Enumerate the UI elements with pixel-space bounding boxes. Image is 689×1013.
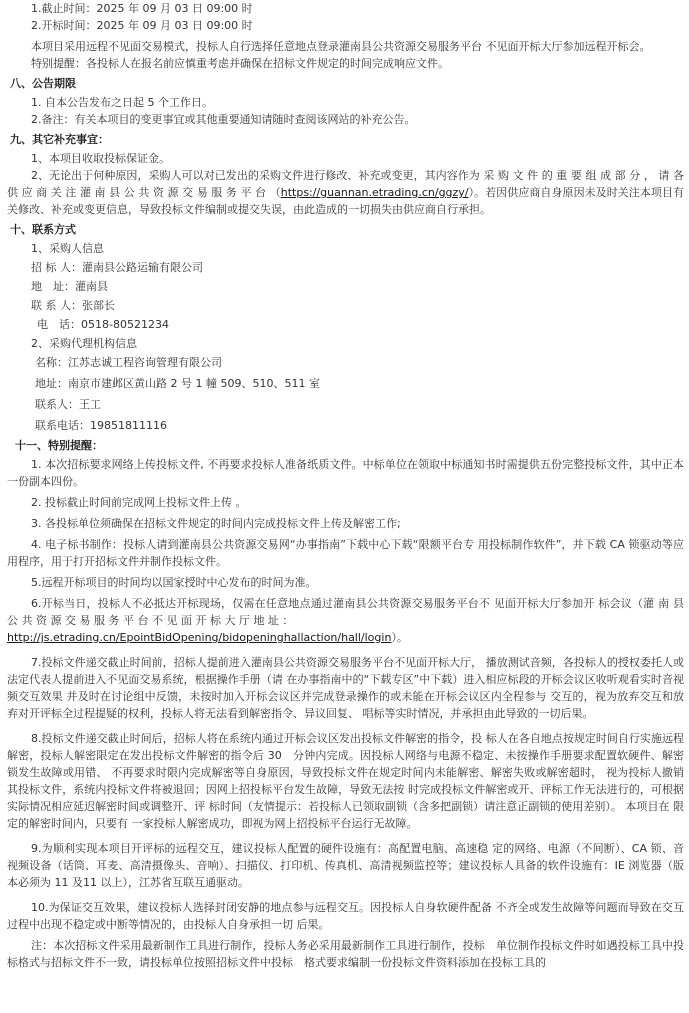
agent-info-heading: 2、采购代理机构信息 [31,337,137,350]
opening-time: 2.开标时间：2025 年 09 月 03 日 09:00 时 [31,19,253,32]
section-8-item-2: 2.备注：有关本项目的变更事宜或其他重要通知请随时查阅该网站的补充公告。 [31,113,416,126]
agent-phone: 联系电话：19851811116 [35,419,167,432]
bid-opening-hall-link[interactable]: http://js.etrading.cn/EpointBidOpening/bidopeninghallaction/hall/login [7,631,392,644]
reminder-4: 4. 电子标书制作：投标人请到灌南县公共资源交易网“办事指南”下载中心下载“限额平台专 用投标制作软件”，并下载 CA 锁驱动等应用程序，用于打开招标文件并制作投标文件。 [7,538,684,568]
agent-name: 名称：江苏志诚工程咨询管理有限公司 [35,356,222,369]
section-11-title: 十一、特别提醒： [15,439,103,452]
section-8-item-1: 1. 自本公告发布之日起 5 个工作日。 [31,96,213,109]
reminder-10: 10.为保证交互效果，建议投标人选择封闭安静的地点参与远程交互。因投标人自身软硬件配备 不齐全或发生故障等问题而导致在交互过程中出现不稳定或中断等情况的，由投标人自身承担一切 后果。 [7,901,684,931]
section-8-title: 八、公告期限 [10,77,76,90]
deadline-time: 1.截止时间：2025 年 09 月 03 日 09:00 时 [31,2,253,15]
section-9-title: 九、其它补充事宜： [10,133,109,146]
agent-contact: 联系人：王工 [35,398,101,411]
section-10-title: 十、联系方式 [10,223,76,236]
buyer-contact: 联 系 人：张部长 [31,299,115,312]
reminder-1: 1. 本次招标要求网络上传投标文件, 不再要求投标人准备纸质文件。中标单位在领取中标通知书时需提供五份完整投标文件，其中正本 一份副本四份。 [7,458,684,488]
tool-note: 注：本次招标文件采用最新制作工具进行制作，投标人务必采用最新制作工具进行制作，投标 单位制作投标文件时如遇投标工具中投标格式与招标文件不一致，请投标单位按照招标文件中投标 格式要求编制一份投标文件资料添加在投标工具的 [7,939,684,969]
section-9-item-1: 1、本项目收取投标保证金。 [31,152,170,165]
reminder-3: 3. 各投标单位须确保在招标文件规定的时间内完成投标文件上传及解密工作; [31,517,401,530]
reminder-8: 8.投标文件递交截止时间后，招标人将在系统内通过开标会议区发出投标文件解密的指令，投 标人在各自地点按规定时间自行实施远程解密，投标人解密限定在发出投标文件解密的指令后 30 分钟内完成。因投标人网络与电源不稳定、未按操作手册要求配置软硬件、解密锁发生故障或用错、 不再要求时限内完成解密等自身原因，导致投标文件在规定时间内未能解密、解密失败或解密超时， 视为投标人撤销其投标文件，系统内投标文件将被退回；因网上招投标平台发生故障，导致无法按 时完成投标文件解密或开、评标工作无法进行的，可根据实际情况相应延迟解密时间或调整开、评 标时间（友情提示：若投标人已领取副锁（含多把副锁）请注意正副锁的使用差别）。 本项目在 限定的解密时间内，只要有 一家投标人解密成功，即视为网上招投标平台运行无故障。 [7,732,684,830]
section-9-item-2: 2、无论出于何种原因，采购人可以对已发出的采购文件进行修改、补充或变更，其内容作为 采 购 文 件 的 重 要 组 成 部 分 ， 请 各 供 应 商 关 注 灌 南 县 公 共 资 源 交 易 服 务 平 台 （https://guannan.etrading.cn/ggzy/）。若因供应商自身原因未及时关注本项目有关修改、补充或变更信息，导致投标文件编制或提交失误，由此造成的一切损失由供应商自行承担。 [7,169,685,216]
special-reminder: 特别提醒：各投标人在报名前应慎重考虑并确保在招标文件规定的时间完成响应文件。 [31,57,449,70]
buyer-name: 招 标 人：灌南县公路运输有限公司 [31,261,203,274]
reminder-2: 2. 投标截止时间前完成网上投标文件上传 。 [31,496,247,509]
reminder-5: 5.远程开标项目的时间均以国家授时中心发布的时间为准。 [31,576,317,589]
buyer-phone: 电 话：0518-80521234 [37,318,169,331]
buyer-address: 地 址：灌南县 [31,280,108,293]
reminder-9: 9.为顺利实现本项目开评标的远程交互，建议投标人配置的硬件设施有：高配置电脑、高速稳 定的网络、电源（不间断）、CA 锁、音视频设备（话筒、耳麦、高清摄像头、音响）、扫描仪、打印机、传真机、高清视频监控等；建议投标人具备的软件设施有：IE 浏览器（版本必须为 11 及11 以上），江苏省互联互通驱动。 [7,842,684,889]
agent-address: 地址：南京市建邺区黄山路 2 号 1 幢 509、510、511 室 [35,377,320,390]
reminder-7: 7.投标文件递交截止时间前，招标人提前进入灌南县公共资源交易服务平台不见面开标大厅， 播放测试音频，各投标人的授权委托人或法定代表人提前进入不见面交易系统，根据操作手册（请 在办事指南中的“下载专区”中下载）进入相应标段的开标会议区收听观看实时音视频交互效果 并及时在讨论组中反馈，未按时加入开标会议区并完成登录操作的或未能在开标会议区内全程参与 交互的，视为放弃交互和放弃对开评标全过程提疑的权利，投标人将无法看到解密指令、异议回复、 唱标等实时情况，并承担由此导致的一切后果。 [7,656,684,720]
reminder-6: 6.开标当日，投标人不必抵达开标现场，仅需在任意地点通过灌南县公共资源交易服务平台不 见面开标大厅参加开 标会议（灌 南 县 公 共 资 源 交 易 服 务 平 台 不 见 面 开 标 大 厅 地 址 ： http://js.etrading.cn/EpointBidOpening/bidopeninghallaction/hall/login）。 [7,597,684,644]
guannan-ggzy-link[interactable]: https://guannan.etrading.cn/ggzy/ [280,186,469,199]
buyer-info-heading: 1、采购人信息 [31,242,104,255]
remote-mode-paragraph: 本项目采用远程不见面交易模式，投标人自行选择任意地点登录灌南县公共资源交易服务平台 不见面开标大厅参加远程开标会。 [31,40,651,53]
